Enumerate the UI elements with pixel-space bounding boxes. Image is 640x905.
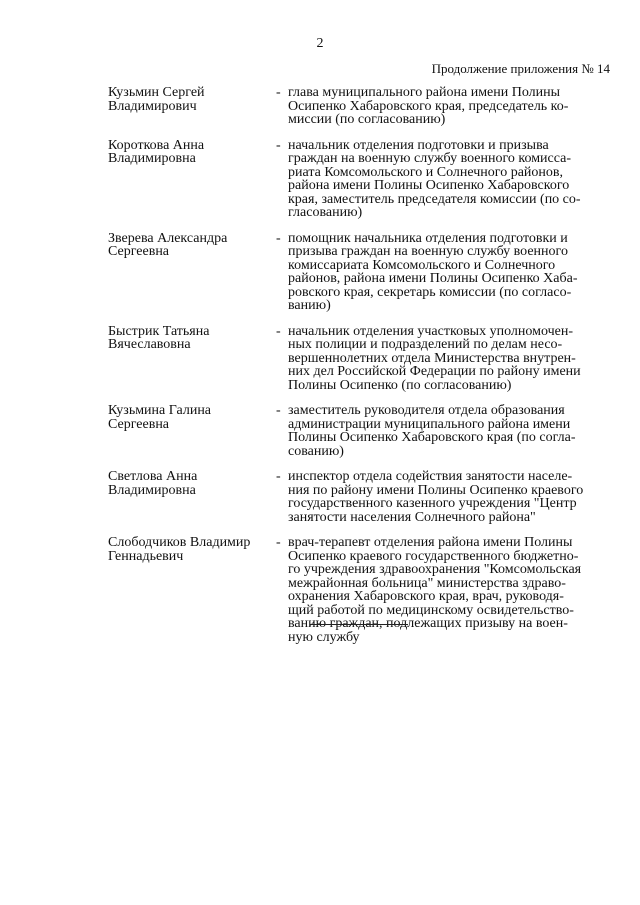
- member-role: врач-терапевт отделения района имени Полины Осипенко краевого государственного бюджетно- го учреждения здравоохранения "Комсомольская межрайонная больница" министерства здраво- охранения Хабаровского края, врач, руководя- щий работой по медицинскому освидетельство- ванию граждан, подлежащих призыву на воен- ную службу: [288, 535, 582, 645]
- member-dash: -: [276, 403, 281, 418]
- member-role: начальник отделения участковых уполномочен- ных полиции и подразделений по делам несо- вершеннолетних отдела Министерства внутрен- них дел Российской Федерации по району имени Полины Осипенко (по согласованию): [288, 323, 581, 393]
- page-number: 2: [316, 36, 324, 51]
- member-name: Слободчиков Владимир Геннадьевич: [108, 535, 251, 564]
- member-name: Зверева Александра Сергеевна: [108, 230, 228, 259]
- member-dash: -: [276, 323, 281, 339]
- member-name: Кузьмина Галина Сергеевна: [108, 403, 212, 432]
- member-entry: [108, 404, 610, 458]
- member-name: Быстрик Татьяна Вячеславовна: [108, 323, 210, 352]
- member-entry: [108, 232, 610, 313]
- member-role: начальник отделения подготовки и призыва граждан на военную службу военного комисса- риата Комсомольского и Солнечного районов, района имени Полины Осипенко Хабаровского края, заместитель председателя комиссии (по со- гласованию): [288, 137, 581, 220]
- member-role: глава муниципального района имени Полины Осипенко Хабаровского края, председатель ко- миссии (по согласованию): [288, 85, 569, 127]
- member-entry: [108, 86, 610, 127]
- member-entry: [108, 536, 610, 644]
- member-dash: -: [276, 85, 281, 100]
- member-name: Короткова Анна Владимировна: [108, 137, 205, 166]
- member-entry: [108, 325, 610, 393]
- member-dash: -: [276, 535, 281, 550]
- end-of-list-rule: [310, 624, 408, 625]
- member-role: инспектор отдела содействия занятости населе- ния по району имени Полины Осипенко краевого государственного казенного учреждения "Центр занятости населения Солнечного района": [288, 469, 584, 525]
- member-name: Светлова Анна Владимировна: [108, 469, 198, 498]
- member-name: Кузьмин Сергей Владимирович: [108, 85, 205, 114]
- member-entry: [108, 470, 610, 524]
- member-dash: -: [276, 469, 281, 484]
- member-entry: [108, 139, 610, 220]
- member-dash: -: [276, 230, 281, 246]
- commission-members-list: [108, 86, 610, 656]
- member-role: заместитель руководителя отдела образования администрации муниципального района имени Полины Осипенко Хабаровского края (по согла- сованию): [288, 403, 576, 459]
- appendix-continuation-note: Продолжение приложения № 14: [431, 61, 610, 76]
- member-dash: -: [276, 137, 281, 153]
- member-role: помощник начальника отделения подготовки и призыва граждан на военную службу военного комиссариата Комсомольского и Солнечного районов, района имени Полины Осипенко Хаба- ровского края, секретарь комиссии (по согласо- ванию): [288, 230, 578, 313]
